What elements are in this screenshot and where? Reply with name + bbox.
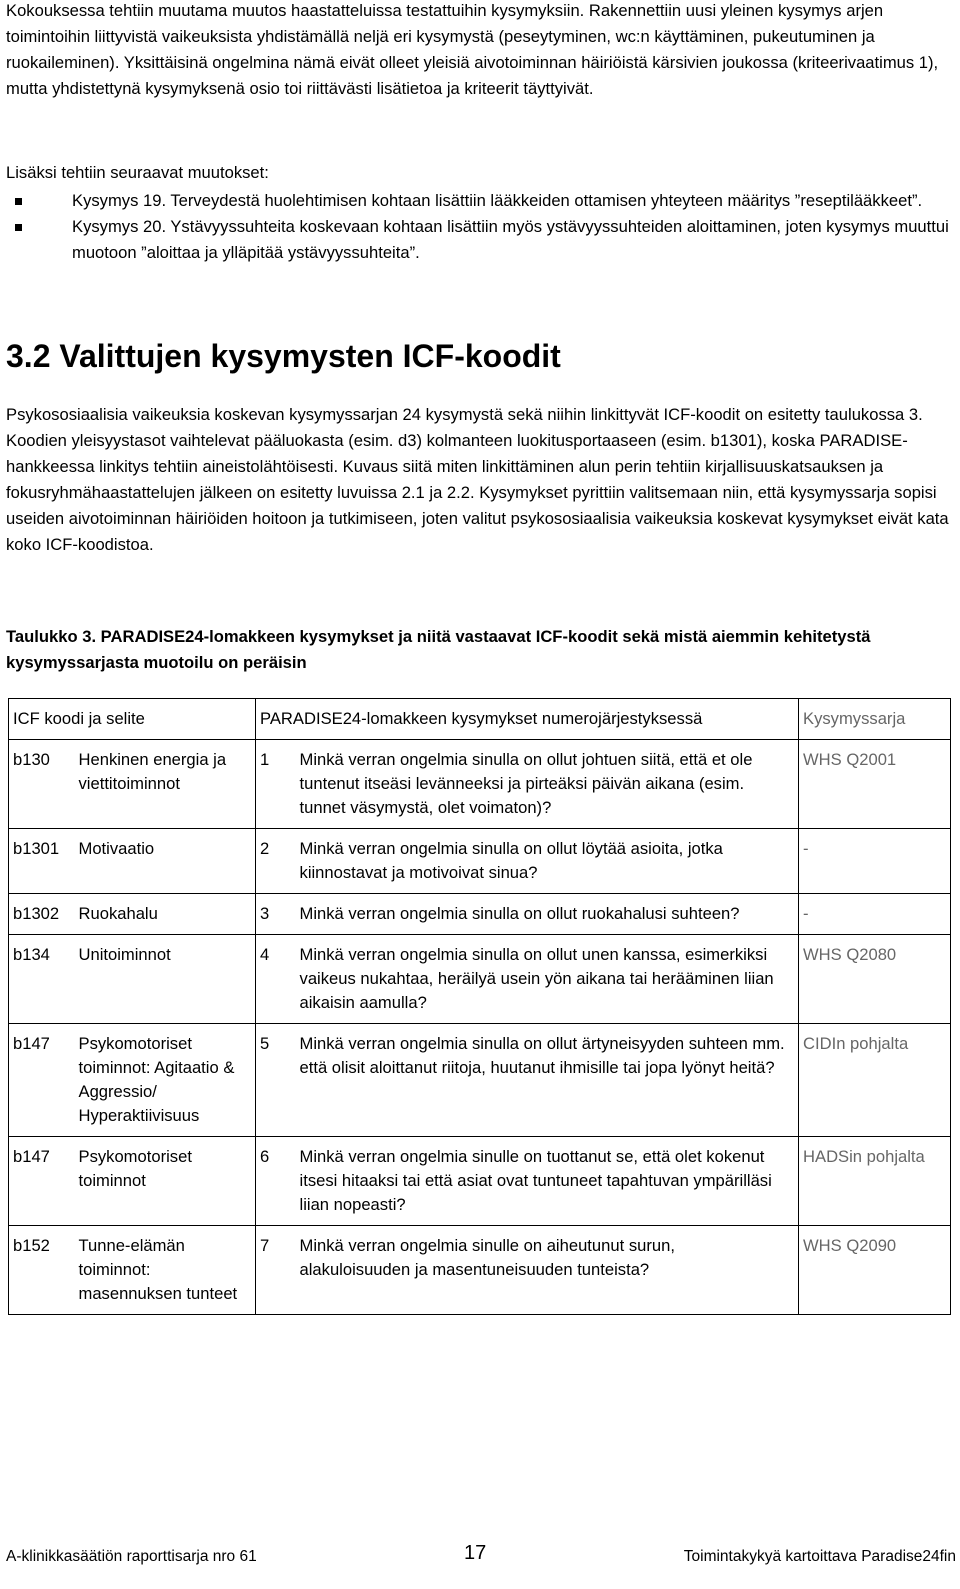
table-row bbox=[9, 829, 951, 894]
section-paragraph: Psykososiaalisia vaikeuksia koskevan kysymyssarjan 24 kysymystä sekä niihin linkittyvät ICF-koodit on esitetty taulukossa 3. Koodien yleisyystasot vaihtelevat pääluokasta (esim. d3) kolmanteen luokitusportaaseen (esim. b1301), koska PARADISE-hankkeessa linkitys tehtiin aineistolähtöisesti. Kuvaus siitä miten linkittäminen alun perin tehtiin kirjallisuuskatsauksen ja fokusryhmähaastattelujen jälkeen on esitetty luvuissa 2.1 ja 2.2. Kysymykset pyrittiin valitsemaan niin, että kysymyssarja sopisi useiden aivotoiminnan häiriöiden hoitoon ja tutkimiseen, joten valitut psykososiaalisia vaikeuksia koskevat kysymykset eivät kata koko ICF-koodistoa. bbox=[6, 405, 949, 554]
question-number: 5 bbox=[256, 1024, 300, 1137]
table-caption: Taulukko 3. PARADISE24-lomakkeen kysymykset ja niitä vastaavat ICF-koodit sekä mistä aiemmin kehitetystä kysymyssarjasta muotoilu on peräisin bbox=[6, 627, 871, 672]
question-number: 7 bbox=[256, 1226, 300, 1315]
icf-description: Psykomotoriset toiminnot: Agitaatio & Aggressio/ Hyperaktiivisuus bbox=[79, 1024, 256, 1137]
table-row bbox=[9, 740, 951, 829]
icf-code: b130 bbox=[9, 740, 79, 829]
icf-description: Psykomotoriset toiminnot bbox=[79, 1137, 256, 1226]
icf-code: b147 bbox=[9, 1137, 79, 1226]
table-row bbox=[9, 1137, 951, 1226]
table-row bbox=[9, 894, 951, 935]
question-source: WHS Q2080 bbox=[799, 935, 951, 1024]
question-source: - bbox=[799, 894, 951, 935]
question-text: Minkä verran ongelmia sinulla on ollut ruokahalusi suhteen? bbox=[300, 894, 799, 935]
icf-code: b147 bbox=[9, 1024, 79, 1137]
footer-series: A-klinikkasäätiön raporttisarja nro 61 bbox=[6, 1548, 257, 1565]
question-source: WHS Q2001 bbox=[799, 740, 951, 829]
question-number: 3 bbox=[256, 894, 300, 935]
icf-table bbox=[8, 698, 951, 1315]
question-number: 6 bbox=[256, 1137, 300, 1226]
question-source: HADSin pohjalta bbox=[799, 1137, 951, 1226]
icf-description: Tunne-elämän toiminnot: masennuksen tunteet bbox=[79, 1226, 256, 1315]
question-source: WHS Q2090 bbox=[799, 1226, 951, 1315]
question-text: Minkä verran ongelmia sinulla on ollut unen kanssa, esimerkiksi vaikeus nukahtaa, heräilyä usein yön aikana tai herääminen liian aikaisin aamulla? bbox=[300, 935, 799, 1024]
footer-title: Toimintakykyä kartoittava Paradise24fin bbox=[683, 1548, 956, 1565]
list-item: Kysymys 20. Ystävyyssuhteita koskevaan kohtaan lisättiin myös ystävyyssuhteiden aloittaminen, joten kysymys muuttui muotoon ”aloittaa ja ylläpitää ystävyyssuhteita”. bbox=[6, 214, 950, 266]
question-number: 2 bbox=[256, 829, 300, 894]
bullet-square-icon bbox=[15, 198, 22, 205]
question-number: 4 bbox=[256, 935, 300, 1024]
bullet-square-icon bbox=[15, 224, 22, 231]
section-heading: 3.2 Valittujen kysymysten ICF-koodit bbox=[6, 338, 561, 374]
header-paradise: PARADISE24-lomakkeen kysymykset numerojärjestyksessä bbox=[256, 699, 799, 740]
table-row bbox=[9, 1226, 951, 1315]
question-source: CIDIn pohjalta bbox=[799, 1024, 951, 1137]
question-text: Minkä verran ongelmia sinulla on ollut johtuen siitä, että et ole tuntenut itseäsi levänneeksi ja pirteäksi päivän aikana (esim. tunnet väsymystä, olet voimaton)? bbox=[300, 740, 799, 829]
page-footer bbox=[6, 1542, 956, 1572]
header-icf: ICF koodi ja selite bbox=[9, 699, 256, 740]
changes-list bbox=[6, 188, 950, 266]
question-text: Minkä verran ongelmia sinulla on ollut ärtyneisyyden suhteen mm. että olisit aloittanut riitoja, huutanut ihmisille tai jopa lyönyt heitä? bbox=[300, 1024, 799, 1137]
table-row bbox=[9, 935, 951, 1024]
icf-code: b1302 bbox=[9, 894, 79, 935]
icf-code: b134 bbox=[9, 935, 79, 1024]
question-text: Minkä verran ongelmia sinulla on ollut löytää asioita, jotka kiinnostavat ja motivoivat sinua? bbox=[300, 829, 799, 894]
intro-paragraph: Kokouksessa tehtiin muutama muutos haastatteluissa testattuihin kysymyksiin. Rakennettiin uusi yleinen kysymys arjen toimintoihin liittyvistä vaikeuksista yhdistämällä neljä eri kysymystä (peseytyminen, wc:n käyttäminen, pukeutuminen ja ruokaileminen). Yksittäisinä ongelmina nämä eivät olleet yleisiä aivotoiminnan häiriöistä kärsivien joukossa (kriteerivaatimus 1), mutta yhdistettynä kysymyksenä osio toi riittävästi lisätietoa ja kriteerit täyttyivät. bbox=[6, 1, 939, 98]
icf-code: b1301 bbox=[9, 829, 79, 894]
icf-description: Henkinen energia ja viettitoiminnot bbox=[79, 740, 256, 829]
changes-intro: Lisäksi tehtiin seuraavat muutokset: bbox=[6, 163, 269, 182]
icf-description: Unitoiminnot bbox=[79, 935, 256, 1024]
question-text: Minkä verran ongelmia sinulle on tuottanut se, että olet kokenut itsesi hitaaksi tai että asiat ovat tuntuneet tapahtuvan ympärilläsi liian nopeasti? bbox=[300, 1137, 799, 1226]
question-text: Minkä verran ongelmia sinulle on aiheutunut surun, alakuloisuuden ja masentuneisuuden tunteista? bbox=[300, 1226, 799, 1315]
question-number: 1 bbox=[256, 740, 300, 829]
icf-description: Motivaatio bbox=[79, 829, 256, 894]
table-row bbox=[9, 1024, 951, 1137]
header-source: Kysymyssarja bbox=[799, 699, 951, 740]
page-number: 17 bbox=[464, 1542, 487, 1564]
icf-code: b152 bbox=[9, 1226, 79, 1315]
table-header-row bbox=[9, 699, 951, 740]
icf-description: Ruokahalu bbox=[79, 894, 256, 935]
question-source: - bbox=[799, 829, 951, 894]
list-item: Kysymys 19. Terveydestä huolehtimisen kohtaan lisättiin lääkkeiden ottamisen yhteyteen määritys ”reseptilääkkeet”. bbox=[6, 188, 950, 214]
